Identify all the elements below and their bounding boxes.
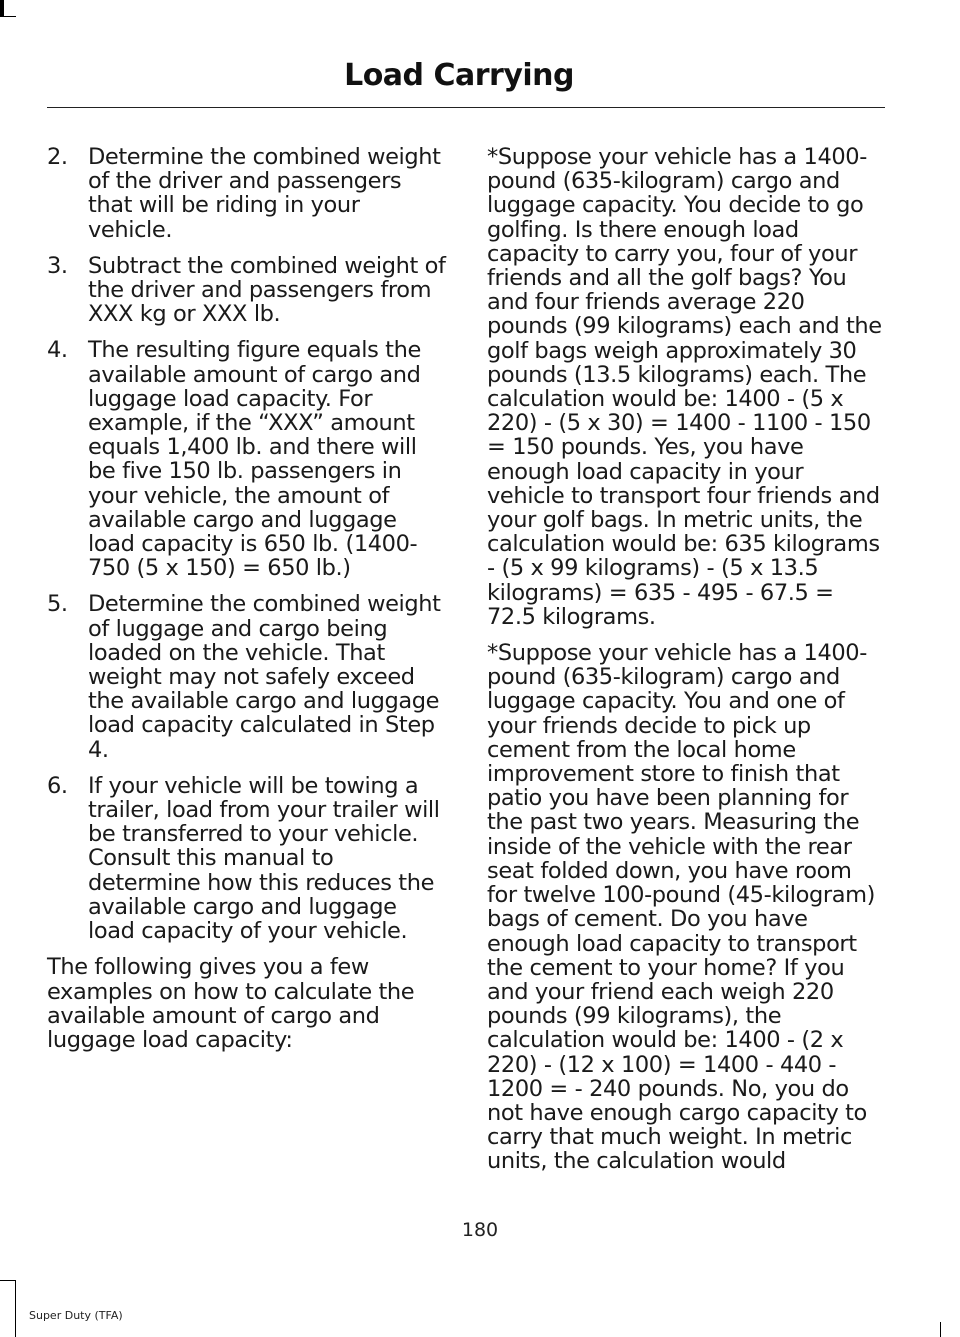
step-number: 6. [47,772,68,799]
step-number: 5. [47,591,68,618]
header-divider [47,107,885,108]
step-text: If your vehicle will be towing a trailer, load from your trailer will be transferred to your vehicle. Consult this manual to determine how this reduces the available cargo and luggage load capacity of your vehicle. [88,772,440,945]
crop-mark-top-left [0,0,4,16]
footer-model: Super Duty (TFA) [29,1309,123,1322]
step-number: 3. [47,252,68,279]
step-text: The resulting figure equals the available amount of cargo and luggage load capacity. For example, if the “XXX” amount equals 1,400 lb. and there will be five 150 lb. passengers in your vehicle, the amount of available cargo and luggage load capacity is 650 lb. (1400-750 (5 x 150) = 650 lb.) [88,337,421,582]
crop-mark-bottom-left-v [15,1280,16,1337]
intro-paragraph: The following gives you a few examples on how to calculate the available amount of cargo and luggage load capacity: [47,954,415,1053]
example-paragraph-golf: *Suppose your vehicle has a 1400-pound (635-kilogram) cargo and luggage capacity. You decide to go golfing. Is there enough load capacity to carry you, four of your friends and all the golf bags? You and four friends average 220 pounds (99 kilograms) each and the golf bags weigh approximately 30 pounds (13.5 kilograms) each. The calculation would be: 1400 - (5 x 220) - (5 x 30) = 1400 - 1100 - 150 = 150 pounds. Yes, you have enough load capacity in your vehicle to transport four friends and your golf bags. In metric units, the calculation would be: 635 kilograms - (5 x 99 kilograms) - (5 x 13.5 kilograms) = 635 - 495 - 67.5 = 72.5 kilograms. [487,144,882,630]
right-column [487,145,887,1186]
step-item [47,592,449,761]
step-text: Determine the combined weight of luggage and cargo being loaded on the vehicle. That weight may not safely exceed the available cargo and luggage load capacity calculated in Step 4. [88,591,441,763]
step-number: 2. [47,144,68,170]
crop-mark-bottom-left [0,1280,16,1281]
left-column [47,145,449,1064]
crop-mark-bottom-right [940,1322,941,1337]
page-number: 180 [461,1219,499,1241]
step-text: Subtract the combined weight of the driver and passengers from XXX kg or XXX lb. [88,252,446,328]
crop-mark-top-left-h [0,16,16,17]
step-item [47,774,449,943]
page-title: Load Carrying [344,58,574,93]
step-text: Determine the combined weight of the driver and passengers that will be riding in your vehicle. [88,144,441,243]
step-item [47,338,449,580]
step-item [47,145,449,242]
example-paragraph-cement: *Suppose your vehicle has a 1400-pound (635-kilogram) cargo and luggage capacity. You and one of your friends decide to pick up cement from the local home improvement store to finish that patio you have been planning for the past two years. Measuring the inside of the vehicle with the rear seat folded down, you have room for twelve 100-pound (45-kilogram) bags of cement. Do you have enough load capacity to transport the cement to your home? If you and your friend each weigh 220 pounds (99 kilograms), the calculation would be: 1400 - (2 x 220) - (12 x 100) = 1400 - 440 - 1200 = - 240 pounds. No, you do not have enough cargo capacity to carry that much weight. In metric units, the calculation would [487,640,876,1175]
step-item [47,254,449,327]
step-number: 4. [47,337,68,364]
